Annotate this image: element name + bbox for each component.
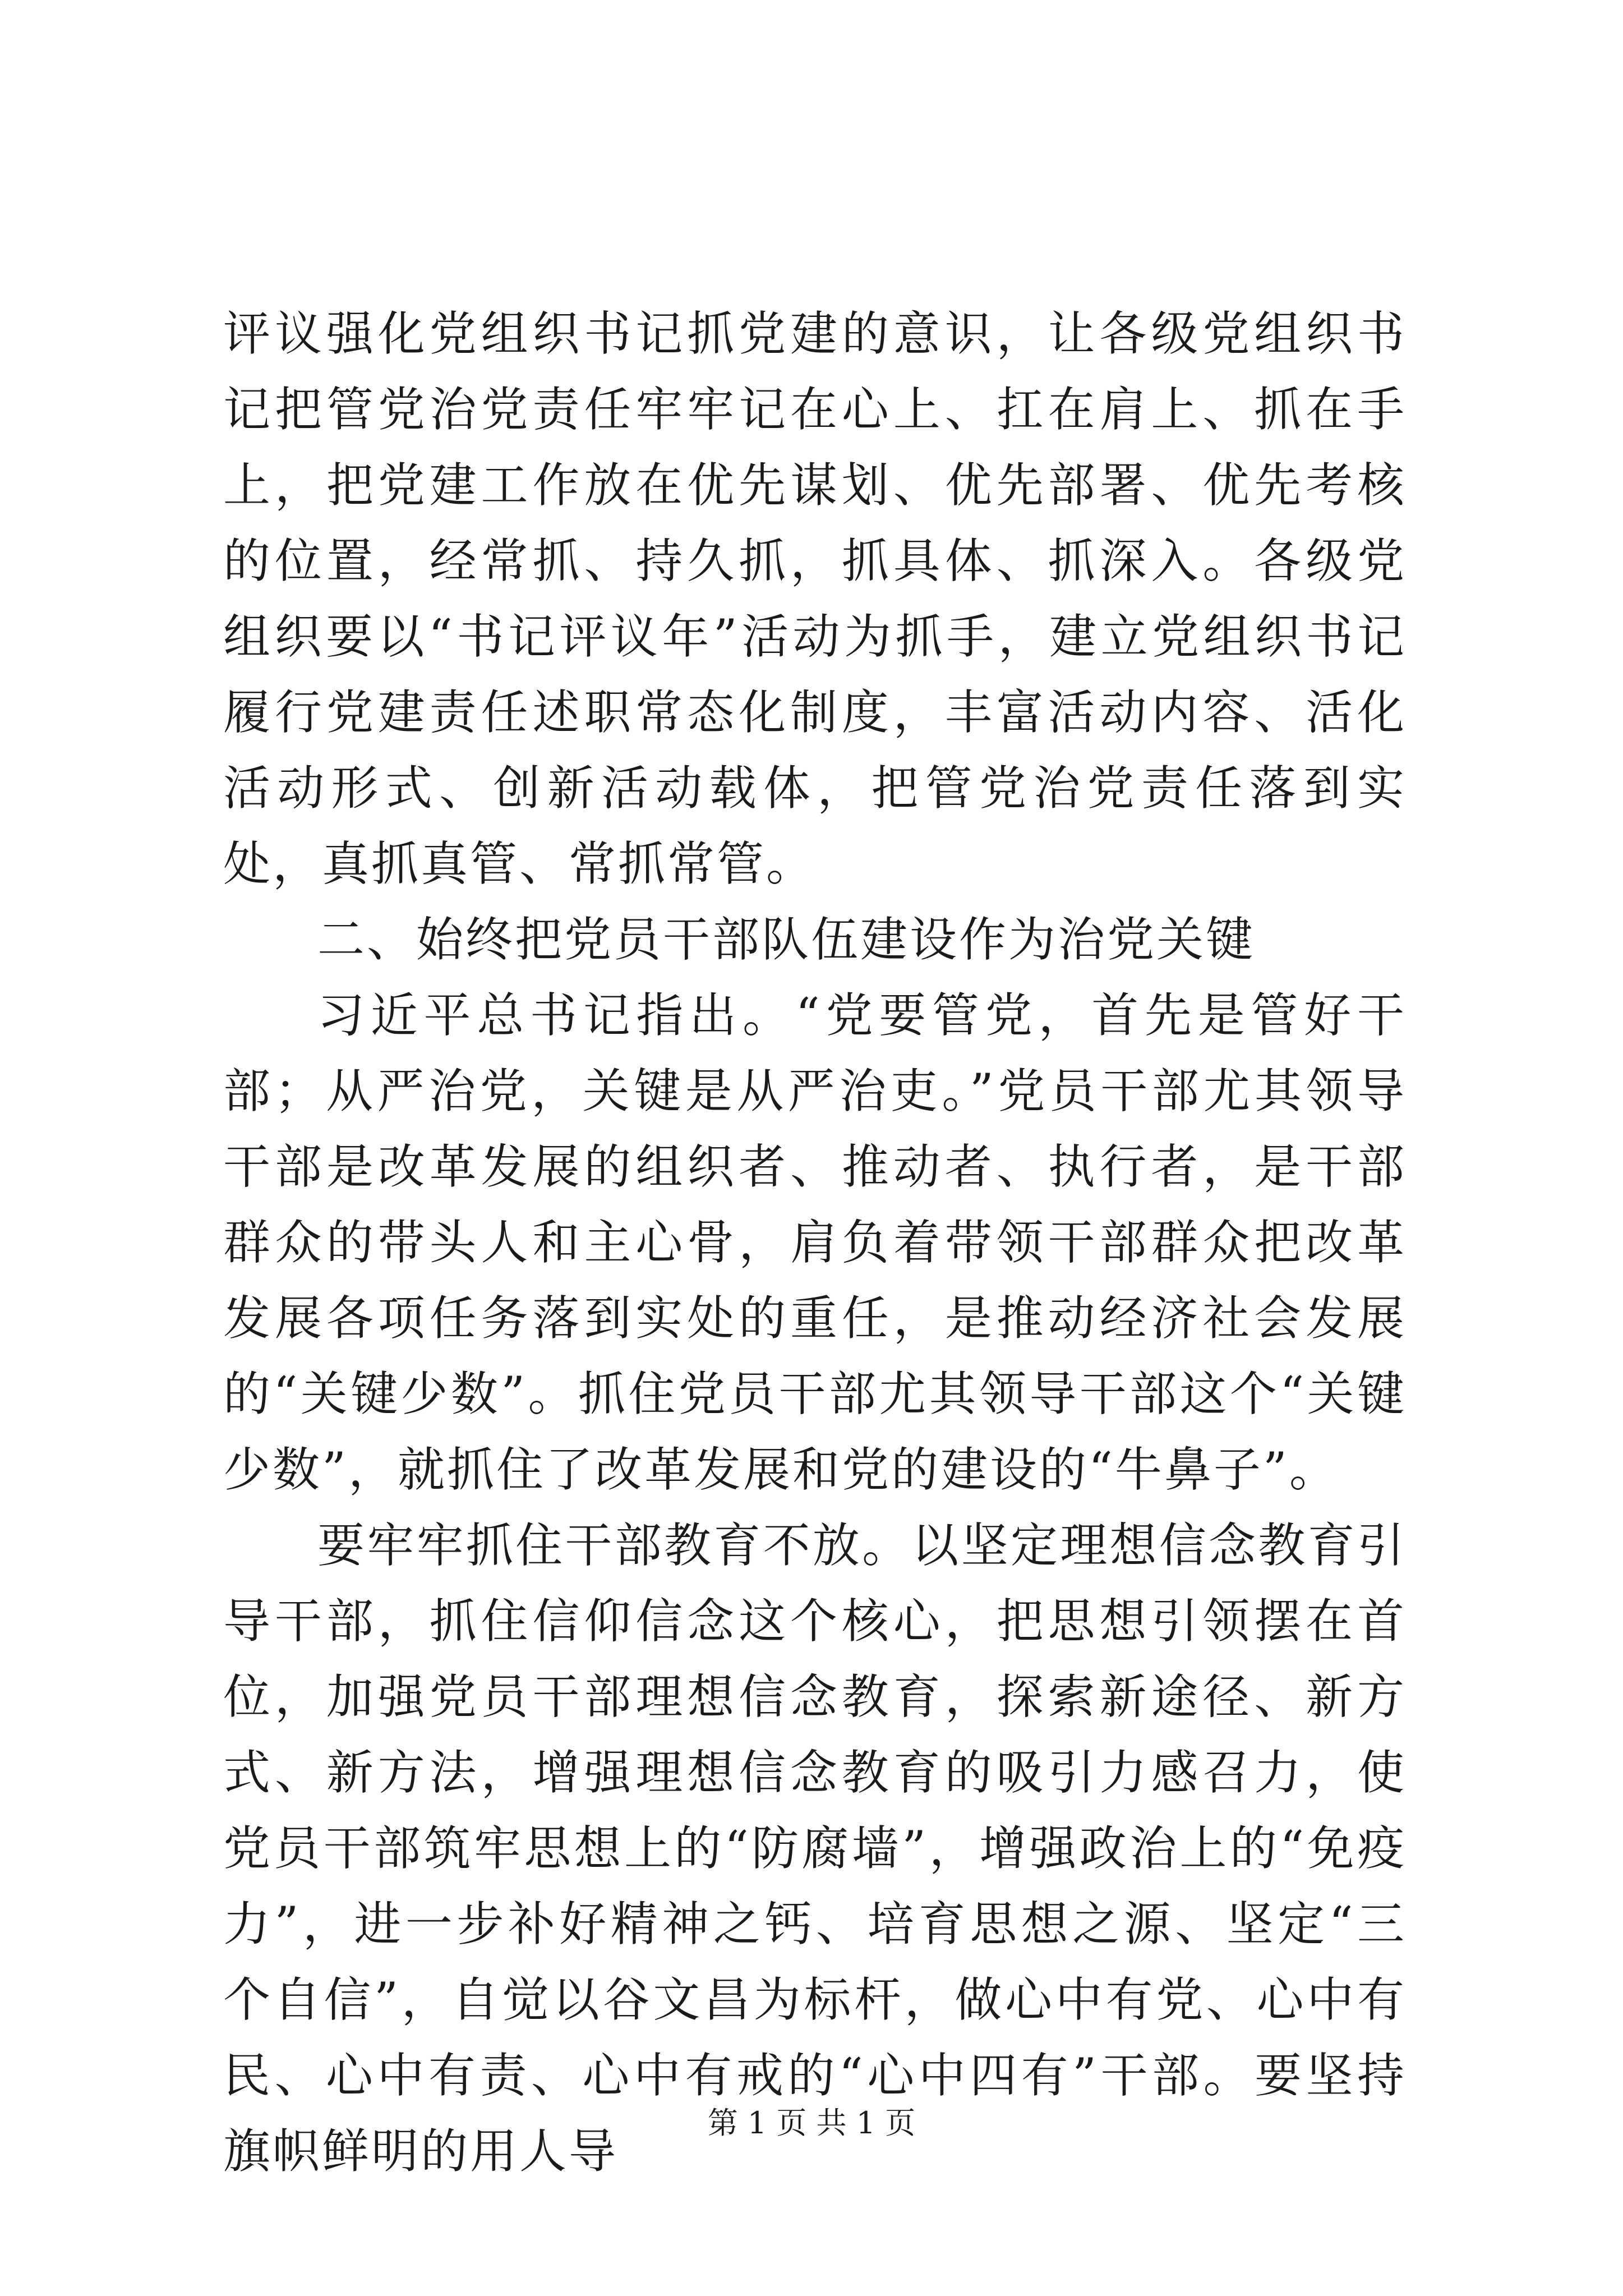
page-footer: 第 1 页 共 1 页 xyxy=(707,2105,916,2141)
body-paragraph: 要牢牢抓住干部教育不放。以坚定理想信念教育引导干部，抓住信仰信念这个核心，把思想引领摆在首位，加强党员干部理想信念教育，探索新途径、新方式、新方法，增强理想信念教育的吸引力感召力，使党员干部筑牢思想上的“防腐墙”，增强政治上的“免疫力”，进一步补好精神之钙、培育思想之源、坚定“三个自信”，自觉以谷文昌为标杆，做心中有党、心中有民、心中有责、心中有戒的“心中四有”干部。要坚持旗帜鲜明的用人导 xyxy=(223,1518,1407,2179)
document-body xyxy=(223,296,1407,2189)
section-heading: 二、始终把党员干部队伍建设作为治党关键 xyxy=(317,912,1256,967)
body-paragraph: 评议强化党组织书记抓党建的意识，让各级党组织书记把管党治党责任牢牢记在心上、扛在肩上、抓在手上，把党建工作放在优先谋划、优先部署、优先考核的位置，经常抓、持久抓，抓具体、抓深入。各级党组织要以“书记评议年”活动为抓手，建立党组织书记履行党建责任述职常态化制度，丰富活动内容、活化活动形式、创新活动载体，把管党治党责任落到实处，真抓真管、常抓常管。 xyxy=(223,306,1407,891)
body-paragraph: 习近平总书记指出。“党要管党，首先是管好干部；从严治党，关键是从严治吏。”党员干部尤其领导干部是改革发展的组织者、推动者、执行者，是干部群众的带头人和主心骨，肩负着带领干部群众把改革发展各项任务落到实处的重任，是推动经济社会发展的“关键少数”。抓住党员干部尤其领导干部这个“关键少数”，就抓住了改革发展和党的建设的“牛鼻子”。 xyxy=(223,988,1407,1497)
